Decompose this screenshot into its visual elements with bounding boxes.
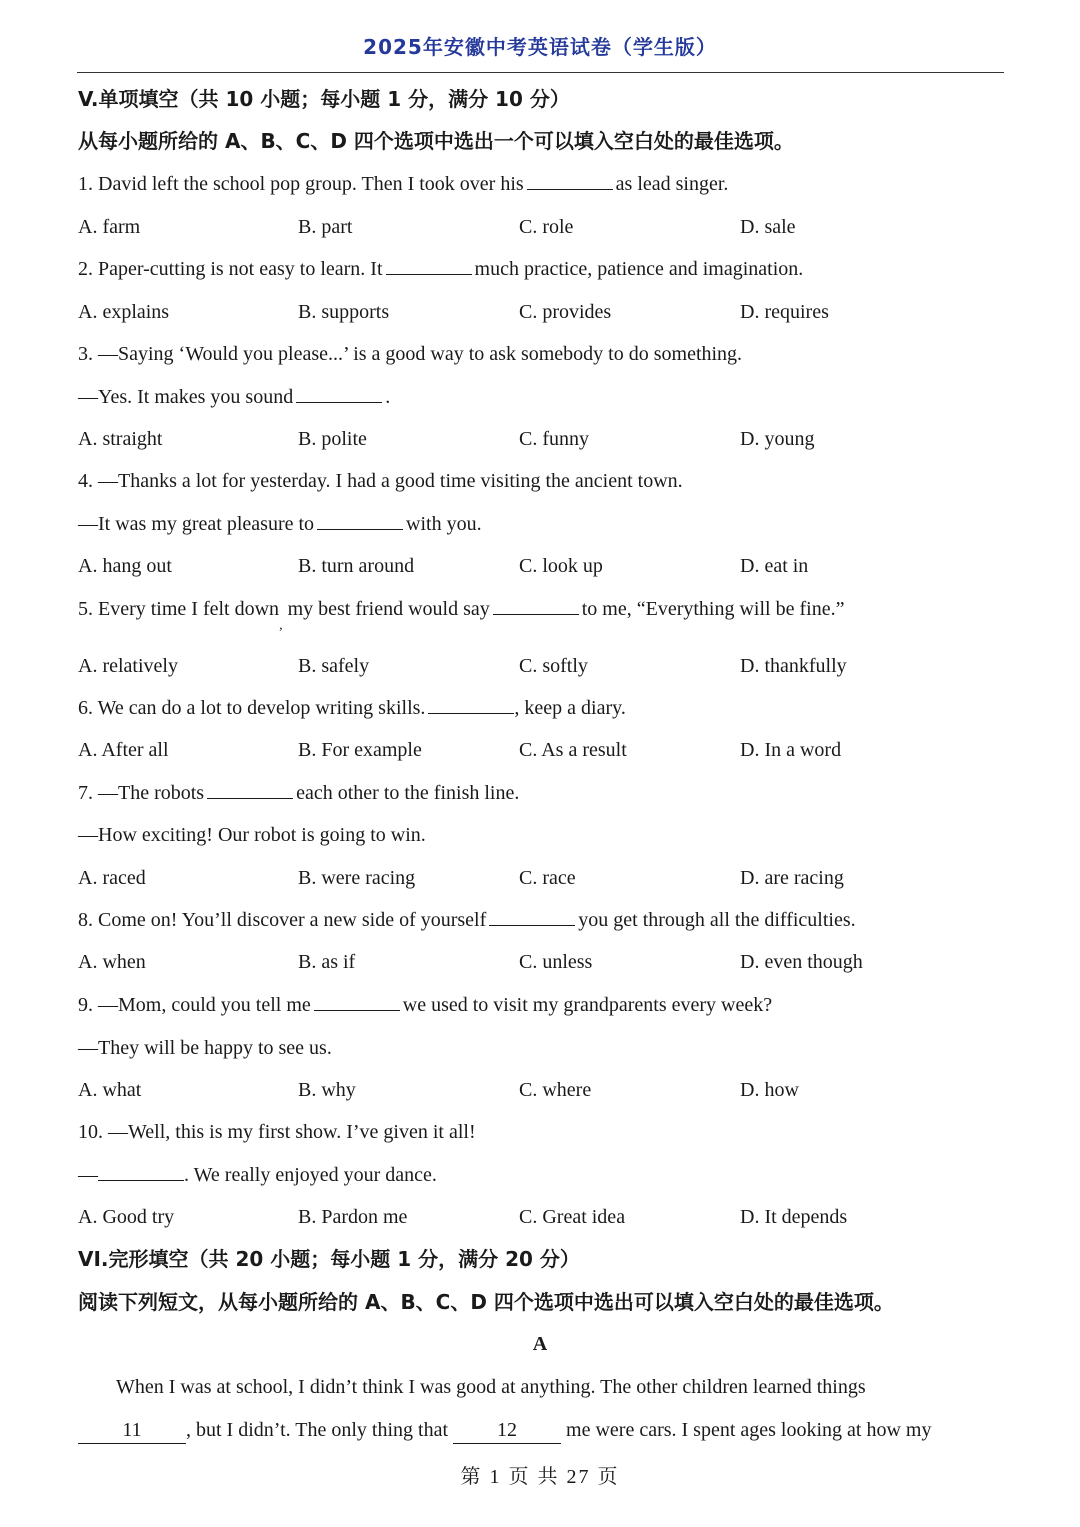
question-text: to me, “Everything will be fine.” <box>581 598 845 620</box>
answer-blank <box>207 782 293 799</box>
question-text: my best friend would say <box>287 598 490 620</box>
option-c: C. softly <box>519 655 588 677</box>
section-6-heading: VI.完形填空（共 20 小题；每小题 1 分，满分 20 分） <box>78 1247 580 1271</box>
question-text: —Yes. It makes you sound <box>78 386 294 408</box>
answer-blank <box>428 697 514 714</box>
section-6-instruction: 阅读下列短文，从每小题所给的 A、B、C、D 四个选项中选出可以填入空白处的最佳选项。 <box>78 1290 894 1314</box>
option-d: D. are racing <box>740 867 844 889</box>
option-c: C. Great idea <box>519 1206 626 1228</box>
option-a: A. Good try <box>78 1206 175 1228</box>
option-b: B. as if <box>298 951 356 973</box>
option-a: A. relatively <box>78 655 178 677</box>
answer-blank <box>489 909 575 926</box>
question-1 <box>78 171 728 197</box>
answer-blank <box>386 258 472 275</box>
option-d: D. thankfully <box>740 655 847 677</box>
question-text: 8. Come on! You’ll discover a new side of yourself <box>78 909 487 931</box>
option-b: B. part <box>298 216 353 238</box>
question-text: as lead singer. <box>615 173 729 195</box>
question-7 <box>78 780 519 806</box>
question-4-reply <box>78 511 482 537</box>
question-text: 2. Paper-cutting is not easy to learn. It <box>78 258 383 280</box>
section-5-instruction: 从每小题所给的 A、B、C、D 四个选项中选出一个可以填入空白处的最佳选项。 <box>78 129 794 153</box>
question-text: 9. —Mom, could you tell me <box>78 994 311 1016</box>
question-5 <box>78 596 845 633</box>
option-a: A. when <box>78 951 146 973</box>
question-text: 7. —The robots <box>78 782 205 804</box>
question-text: 5. Every time I felt down <box>78 598 280 620</box>
option-b: B. For example <box>298 739 422 761</box>
section-5-heading: V.单项填空（共 10 小题；每小题 1 分，满分 10 分） <box>78 87 570 111</box>
question-text: 6. We can do a lot to develop writing skills. <box>78 697 426 719</box>
answer-blank <box>296 386 382 403</box>
answer-blank <box>314 994 400 1011</box>
question-4: 4. —Thanks a lot for yesterday. I had a good time visiting the ancient town. <box>78 470 683 492</box>
question-text: , keep a diary. <box>514 697 626 719</box>
option-c: C. provides <box>519 301 612 323</box>
question-text: . <box>385 386 391 408</box>
question-text: —It was my great pleasure to <box>78 513 315 535</box>
question-text: with you. <box>406 513 482 535</box>
passage-text: me were cars. I spent ages looking at how my <box>566 1419 932 1441</box>
option-a: A. After all <box>78 739 169 761</box>
option-d: D. young <box>740 428 815 450</box>
document-title: 2025年安徽中考英语试卷（学生版） <box>363 35 717 59</box>
option-d: D. sale <box>740 216 796 238</box>
question-10: 10. —Well, this is my first show. I’ve given it all! <box>78 1121 476 1143</box>
question-7-reply: —How exciting! Our robot is going to win. <box>78 824 426 846</box>
option-a: A. explains <box>78 301 170 323</box>
question-text: . We really enjoyed your dance. <box>184 1164 437 1186</box>
answer-blank <box>493 598 579 615</box>
question-8 <box>78 907 856 933</box>
option-b: B. polite <box>298 428 367 450</box>
answer-blank <box>527 173 613 190</box>
passage-label: A <box>532 1333 548 1355</box>
header-rule <box>77 72 1004 73</box>
answer-blank <box>317 513 403 530</box>
option-d: D. It depends <box>740 1206 848 1228</box>
question-10-reply <box>78 1162 437 1188</box>
option-a: A. raced <box>78 867 146 889</box>
question-3-reply <box>78 384 390 410</box>
option-b: B. were racing <box>298 867 416 889</box>
passage-paragraph-cont <box>78 1417 931 1444</box>
passage-text: , but I didn’t. The only thing that <box>186 1419 449 1441</box>
option-c: C. role <box>519 216 574 238</box>
option-c: C. where <box>519 1079 592 1101</box>
cloze-blank-11: 11 <box>78 1417 186 1444</box>
option-d: D. In a word <box>740 739 842 761</box>
option-c: C. unless <box>519 951 593 973</box>
cloze-blank-12: 12 <box>453 1417 561 1444</box>
page-footer: 第 1 页 共 27 页 <box>460 1466 620 1488</box>
option-c: C. race <box>519 867 576 889</box>
option-a: A. straight <box>78 428 163 450</box>
question-6 <box>78 695 626 721</box>
option-c: C. As a result <box>519 739 627 761</box>
question-text: you get through all the difficulties. <box>578 909 856 931</box>
question-text: we used to visit my grandparents every week? <box>402 994 773 1016</box>
question-text: 1. David left the school pop group. Then I took over his <box>78 173 524 195</box>
option-c: C. funny <box>519 428 589 450</box>
option-d: D. how <box>740 1079 799 1101</box>
option-d: D. eat in <box>740 555 809 577</box>
question-comma: , <box>279 618 283 633</box>
question-9 <box>78 992 772 1018</box>
option-a: A. what <box>78 1079 142 1101</box>
passage-paragraph: When I was at school, I didn’t think I was good at anything. The other children learned things <box>116 1376 866 1398</box>
question-3: 3. —Saying ‘Would you please...’ is a good way to ask somebody to do something. <box>78 343 743 365</box>
option-d: D. even though <box>740 951 863 973</box>
option-a: A. farm <box>78 216 141 238</box>
question-text: — <box>78 1164 98 1186</box>
option-b: B. Pardon me <box>298 1206 408 1228</box>
option-b: B. safely <box>298 655 370 677</box>
question-9-reply: —They will be happy to see us. <box>78 1037 332 1059</box>
answer-blank <box>98 1164 184 1181</box>
option-b: B. supports <box>298 301 390 323</box>
option-b: B. turn around <box>298 555 415 577</box>
option-d: D. requires <box>740 301 829 323</box>
option-c: C. look up <box>519 555 603 577</box>
question-text: each other to the finish line. <box>296 782 520 804</box>
question-2 <box>78 256 803 282</box>
question-text: much practice, patience and imagination. <box>474 258 804 280</box>
option-a: A. hang out <box>78 555 172 577</box>
option-b: B. why <box>298 1079 356 1101</box>
